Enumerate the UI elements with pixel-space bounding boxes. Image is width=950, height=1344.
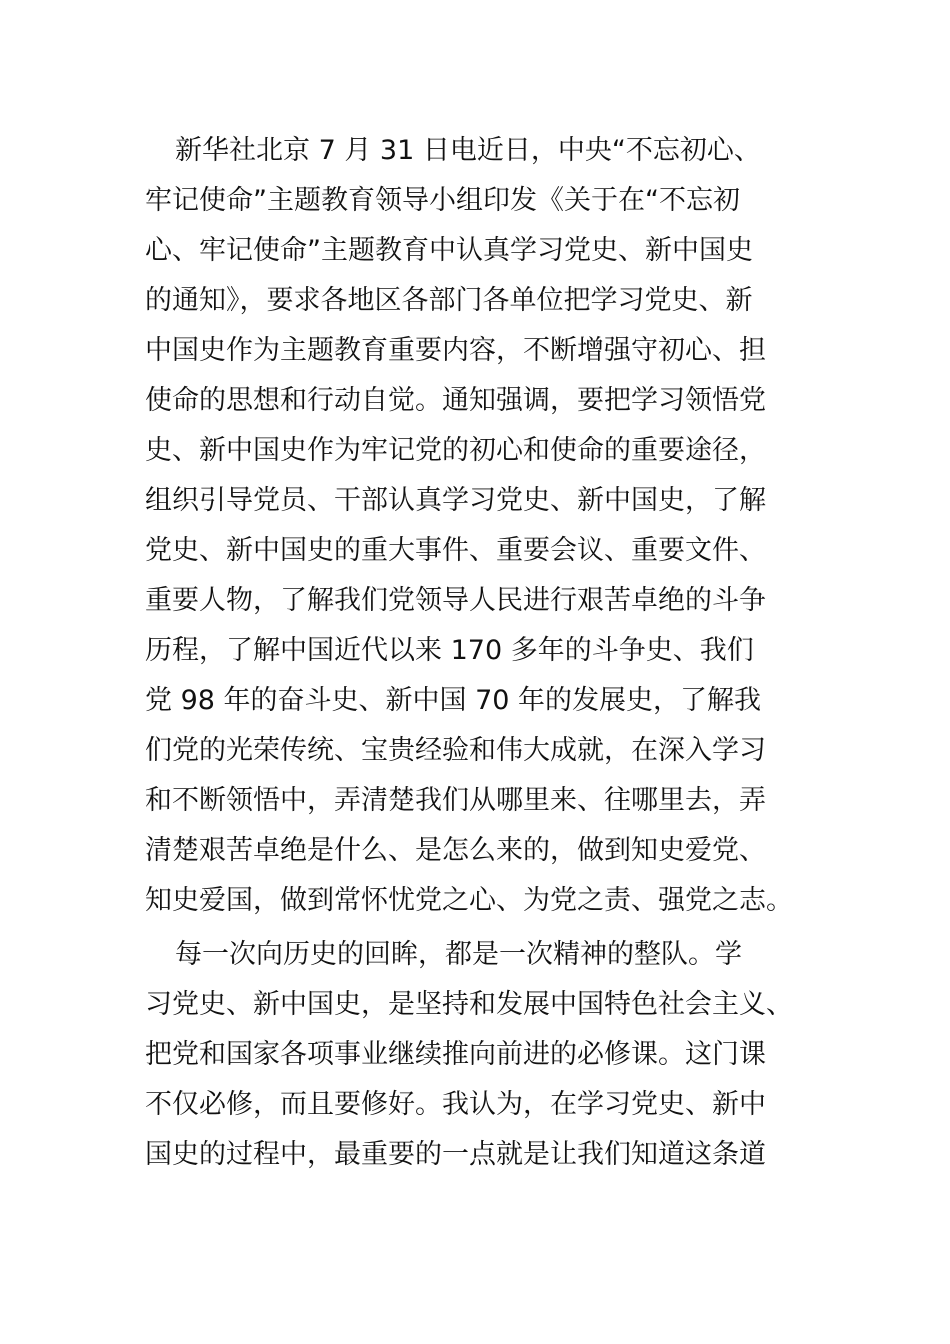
- paragraph-line: 习党史、新中国史，是坚持和发展中国特色社会主义、: [145, 989, 793, 1020]
- paragraph-line: 每一次向历史的回眸，都是一次精神的整队。学: [175, 939, 742, 970]
- paragraph-line: 的通知》，要求各地区各部门各单位把学习党史、新: [145, 285, 753, 316]
- paragraph-line: 重要人物，了解我们党领导人民进行艰苦卓绝的斗争: [145, 585, 766, 616]
- paragraph-line: 史、新中国史作为牢记党的初心和使命的重要途径，: [145, 435, 766, 466]
- paragraph-line: 知史爱国，做到常怀忧党之心、为党之责、强党之志。: [145, 885, 793, 916]
- paragraph-line: 不仅必修，而且要修好。我认为，在学习党史、新中: [145, 1089, 766, 1120]
- paragraph-line: 牢记使命”主题教育领导小组印发《关于在“不忘初: [145, 185, 740, 216]
- paragraph-line: 和不断领悟中，弄清楚我们从哪里来、往哪里去，弄: [145, 785, 766, 816]
- paragraph-2: [145, 930, 815, 1180]
- paragraph-line: 使命的思想和行动自觉。通知强调，要把学习领悟党: [145, 385, 766, 416]
- paragraph-line: 们党的光荣传统、宝贵经验和伟大成就，在深入学习: [145, 735, 766, 766]
- paragraph-line: 把党和国家各项事业继续推向前进的必修课。这门课: [145, 1039, 766, 1070]
- paragraph-line: 党 98 年的奋斗史、新中国 70 年的发展史，了解我: [145, 685, 762, 716]
- paragraph-line: 心、牢记使命”主题教育中认真学习党史、新中国史: [145, 235, 753, 266]
- paragraph-line: 清楚艰苦卓绝是什么、是怎么来的，做到知史爱党、: [145, 835, 766, 866]
- paragraph-line: 国史的过程中，最重要的一点就是让我们知道这条道: [145, 1139, 766, 1170]
- paragraph-line: 组织引导党员、干部认真学习党史、新中国史，了解: [145, 485, 766, 516]
- paragraph-line: 历程，了解中国近代以来 170 多年的斗争史、我们: [145, 635, 754, 666]
- paragraph-line: 新华社北京 7 月 31 日电近日，中央“不忘初心、: [175, 135, 761, 166]
- paragraph-1: [145, 126, 815, 926]
- paragraph-line: 党史、新中国史的重大事件、重要会议、重要文件、: [145, 535, 766, 566]
- paragraph-line: 中国史作为主题教育重要内容，不断增强守初心、担: [145, 335, 766, 366]
